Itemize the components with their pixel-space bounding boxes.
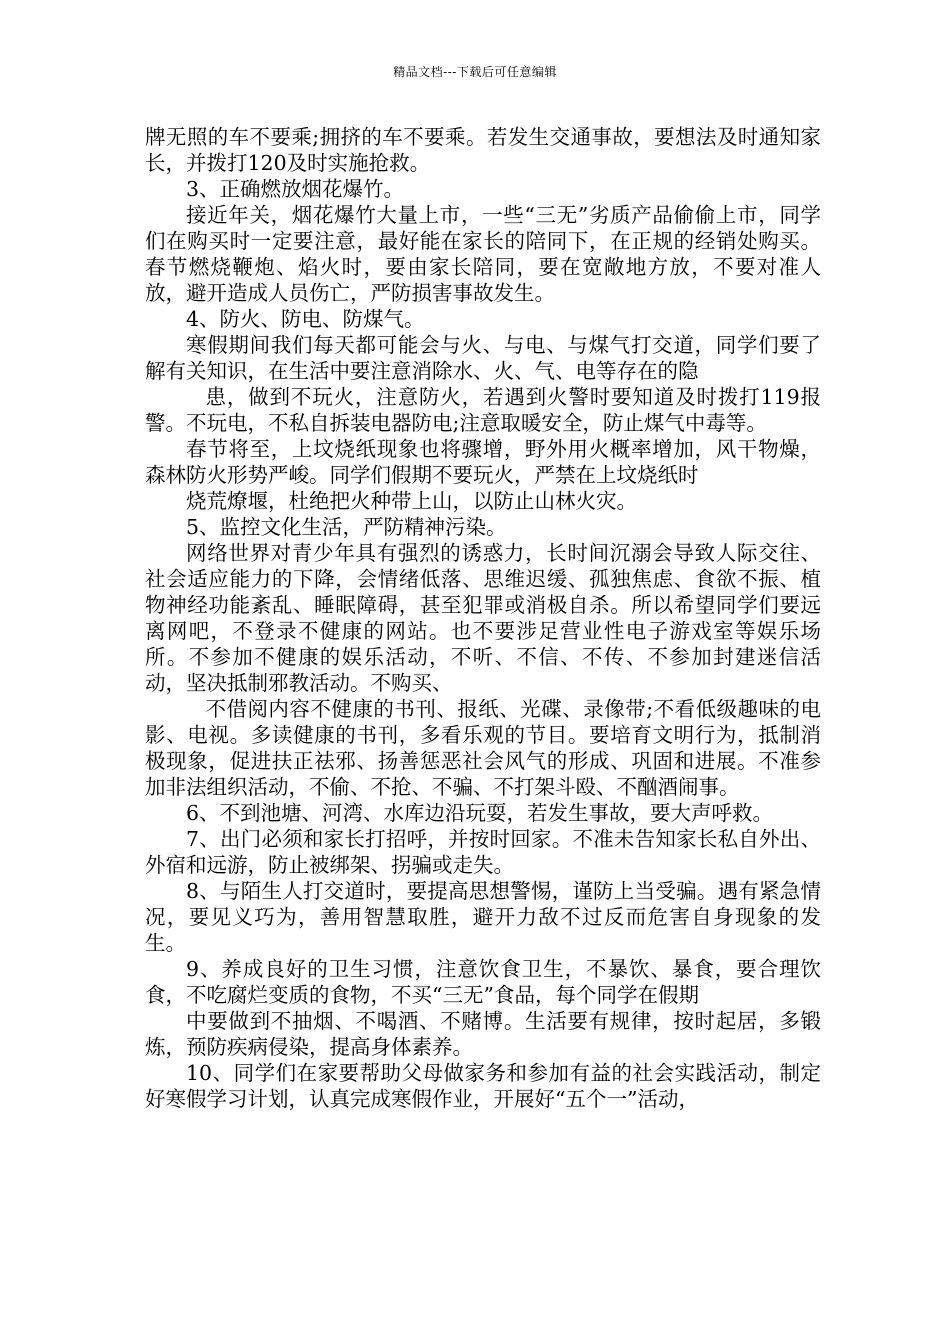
paragraph-15: 9、养成良好的卫生习惯，注意饮食卫生，不暴饮、暴食，要合理饮食，不吃腐烂变质的食物，不买“三无”食品，每个同学在假期 [145, 957, 821, 1007]
paragraph-7: 春节将至，上坟烧纸现象也将骤增，野外用火概率增加，风干物燥，森林防火形势严峻。同学们假期不要玩火，严禁在上坟烧纸时 [145, 437, 821, 487]
paragraph-13: 7、出门必须和家长打招呼，并按时回家。不准未告知家长私自外出、外宿和远游，防止被绑架、拐骗或走失。 [145, 827, 821, 877]
paragraph-5: 寒假期间我们每天都可能会与火、与电、与煤气打交道，同学们要了解有关知识，在生活中要注意消除水、火、气、电等存在的隐 [145, 333, 821, 383]
paragraph-4: 4、防火、防电、防煤气。 [186, 307, 425, 331]
paragraph-1: 牌无照的车不要乘;拥挤的车不要乘。若发生交通事故，要想法及时通知家长，并拨打120及时实施抢救。 [145, 125, 821, 175]
paragraph-14: 8、与陌生人打交道时，要提高思想警惕，谨防上当受骗。遇有紧急情况，要见义巧为，善用智慧取胜，避开力敌不过反而危害自身现象的发生。 [145, 879, 821, 955]
paragraph-6: 患，做到不玩火，注意防火，若遇到火警时要知道及时拨打119报警。不玩电，不私自拆装电器防电;注意取暖安全，防止煤气中毒等。 [145, 385, 821, 435]
paragraph-2: 3、正确燃放烟花爆竹。 [186, 177, 405, 201]
paragraph-3: 接近年关，烟花爆竹大量上市，一些“三无”劣质产品偷偷上市，同学们在购买时一定要注意，最好能在家长的陪同下，在正规的经销处购买。春节燃烧鞭炮、焰火时，要由家长陪同，要在宽敞地方放，不要对准人放，避开造成人员伤亡，严防损害事故发生。 [145, 203, 821, 305]
paragraph-8: 烧荒燎堰，杜绝把火种带上山，以防止山林火灾。 [186, 489, 637, 513]
paragraph-16: 中要做到不抽烟、不喝酒、不赌博。生活要有规律，按时起居，多锻炼，预防疾病侵染，提高身体素养。 [145, 1009, 821, 1059]
paragraph-11: 不借阅内容不健康的书刊、报纸、光碟、录像带;不看低级趣味的电影、电视。多读健康的书刊，多看乐观的节目。要培育文明行为，抵制消极现象，促进扶正祛邪、扬善惩恶社会风气的形成、巩固和进展。不准参加非法组织活动，不偷、不抢、不骗、不打架斗殴、不酗酒闹事。 [145, 697, 821, 799]
document-body [145, 124, 821, 1112]
paragraph-17: 10、同学们在家要帮助父母做家务和参加有益的社会实践活动，制定好寒假学习计划，认真完成寒假作业，开展好“五个一”活动， [145, 1061, 821, 1111]
page-header: 精品文档---下载后可任意编辑 [393, 65, 557, 79]
paragraph-10: 网络世界对青少年具有强烈的诱惑力，长时间沉溺会导致人际交往、社会适应能力的下降，会情绪低落、思维迟缓、孤独焦虑、食欲不振、植物神经功能紊乱、睡眠障碍，甚至犯罪或消极自杀。所以希望同学们要远离网吧，不登录不健康的网站。也不要涉足营业性电子游戏室等娱乐场所。不参加不健康的娱乐活动，不听、不信、不传、不参加封建迷信活动，坚决抵制邪教活动。不购买、 [145, 541, 821, 695]
paragraph-12: 6、不到池塘、河湾、水库边沿玩耍，若发生事故，要大声呼救。 [186, 801, 774, 825]
paragraph-9: 5、监控文化生活，严防精神污染。 [186, 515, 507, 539]
